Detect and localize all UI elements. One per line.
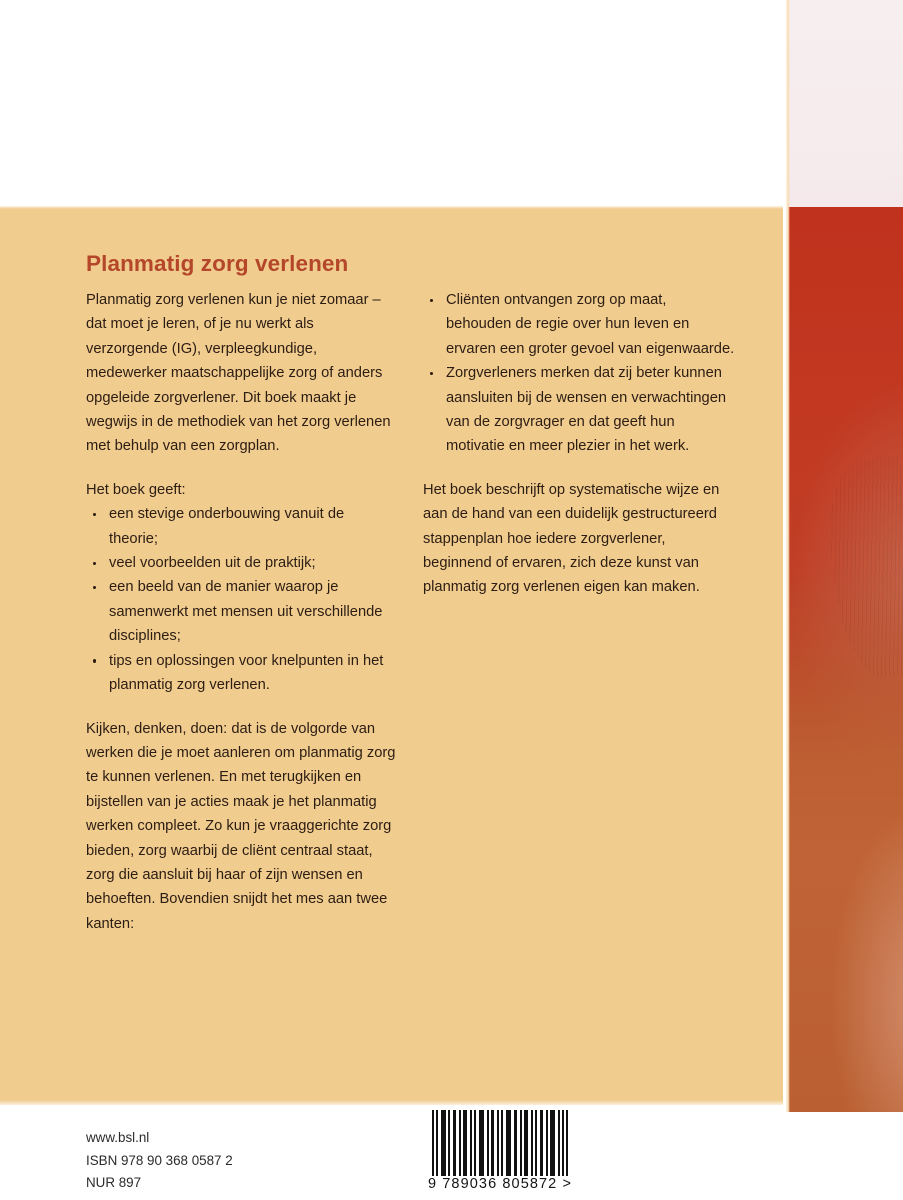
- list-item: een stevige onderbouwing vanuit de theorie;: [86, 502, 396, 551]
- list-item: veel voorbeelden uit de praktijk;: [86, 551, 396, 575]
- cover-photo-strip: [786, 0, 903, 1112]
- photo-strip-texture: [816, 455, 903, 683]
- photo-strip-left-edge: [786, 0, 790, 1112]
- right-text-column: [423, 288, 735, 600]
- list-item: een beeld van de manier waarop je samenwerkt met mensen uit verschillende disciplines;: [86, 575, 396, 648]
- left-text-column: [86, 288, 396, 936]
- isbn-number: ISBN 978 90 368 0587 2: [86, 1152, 233, 1168]
- intro-paragraph: Planmatig zorg verlenen kun je niet zomaar – dat moet je leren, of je nu werkt als verzorgende (IG), verpleegkundige, medewerker maatschappelijke zorg of anders opgeleide zorgverlener. Dit boek maakt je wegwijs in de methodiek van het zorg verlenen met behulp van een zorgplan.: [86, 292, 391, 455]
- publisher-website[interactable]: www.bsl.nl: [86, 1130, 150, 1145]
- blurb-panel: [0, 206, 783, 1105]
- publisher-info: [86, 1127, 233, 1195]
- left-closing-paragraph: Kijken, denken, doen: dat is de volgorde van werken die je moet aanleren om planmatig zorg te kunnen verlenen. En met terugkijken en bijstellen van je acties maak je het planmatig werken compleet. Zo kun je vraaggerichte zorg bieden, zorg waarbij de cliënt centraal staat, zorg die aansluit bij haar of zijn wensen en behoeften. Bovendien snijdt het mes aan twee kanten:: [86, 720, 396, 932]
- list-item: tips en oplossingen voor knelpunten in het planmatig zorg verlenen.: [86, 649, 396, 698]
- left-bullet-list: [86, 502, 396, 697]
- page-title: Planmatig zorg verlenen: [86, 251, 349, 277]
- list-item: Zorgverleners merken dat zij beter kunnen aansluiten bij de wensen en verwachtingen van de zorgvrager en dat geeft hun motivatie en meer plezier in het werk.: [423, 361, 735, 459]
- panel-top-edge: [0, 206, 783, 209]
- list-item: Cliënten ontvangen zorg op maat, behouden de regie over hun leven en ervaren een groter gevoel van eigenwaarde.: [423, 288, 735, 361]
- barcode-digits: 9 789036 805872 >: [427, 1176, 573, 1192]
- photo-strip-top-fade: [786, 0, 903, 207]
- photo-strip-image: [786, 207, 903, 1112]
- barcode-bars: [432, 1110, 568, 1176]
- nur-code: NUR 897: [86, 1175, 142, 1190]
- list-intro-label: Het boek geeft:: [86, 481, 186, 498]
- panel-bottom-edge: [0, 1100, 783, 1105]
- right-bullet-list: [423, 288, 735, 459]
- isbn-barcode: [424, 1106, 576, 1200]
- right-closing-paragraph: Het boek beschrijft op systematische wijze en aan de hand van een duidelijk gestructureerd stappenplan hoe iedere zorgverlener, beginnend of ervaren, zich deze kunst van planmatig zorg verlenen eigen kan maken.: [423, 481, 720, 596]
